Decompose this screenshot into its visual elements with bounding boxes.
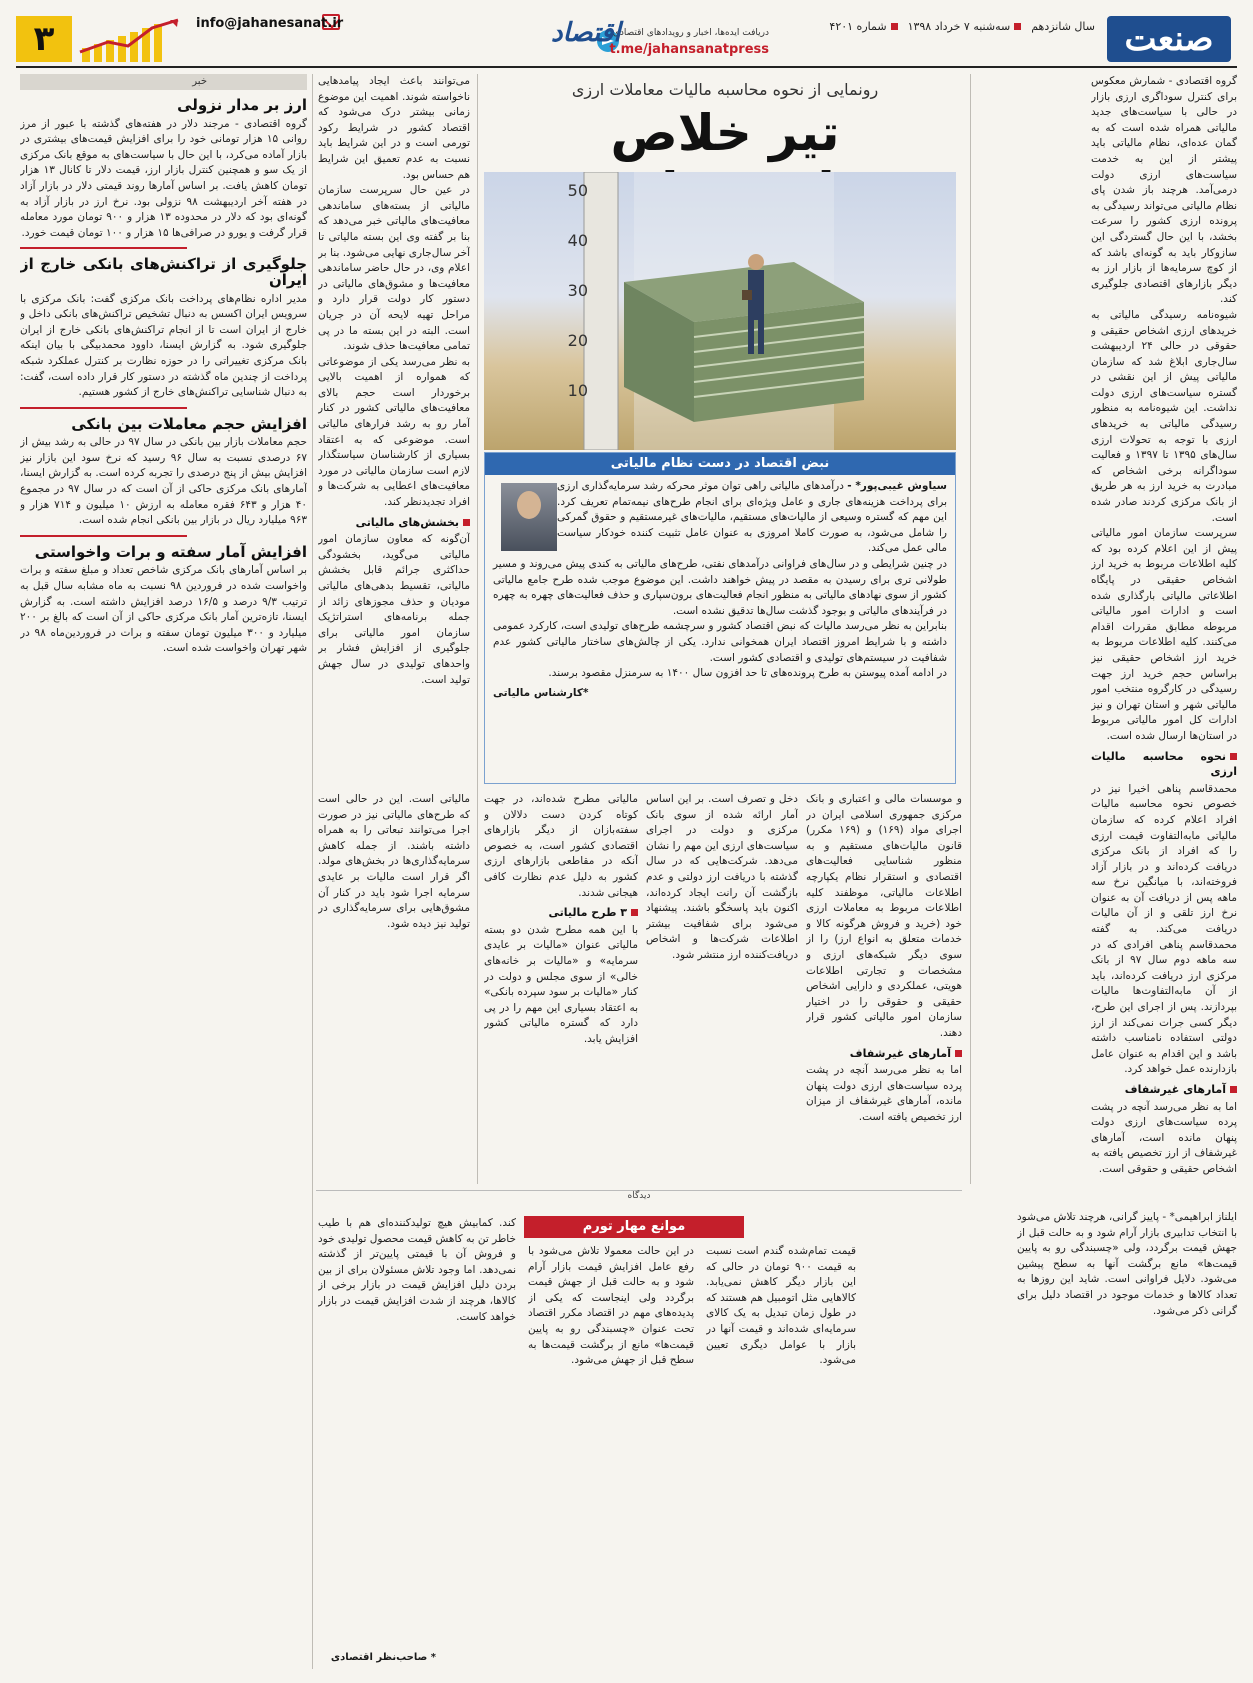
news-title[interactable]: افزایش آمار سفته و برات واخواستی bbox=[34, 542, 307, 561]
paragraph bbox=[493, 479, 947, 557]
bottom-column-c bbox=[528, 1244, 694, 1668]
subheading: ۳ طرح مالیاتی bbox=[484, 905, 638, 921]
lower-column-1 bbox=[806, 792, 962, 1184]
section-title: اقتصاد bbox=[551, 18, 621, 48]
paragraph: قیمت تمام‌شده گندم است نسبت به قیمت ۹۰۰ تومان در حالی که این بازار دیگر کاهش نمی‌یابد. کالاهایی مثل اتومبیل هم هستند که در طول زمان تبدیل به یک کالای سرمایه‌ای شده‌اند و قیمت آنها در بازار با عوامل دیگری تعیین می‌شود. bbox=[706, 1245, 856, 1367]
ruler-graphic bbox=[568, 172, 618, 450]
news-sidebar bbox=[20, 74, 307, 1669]
paragraph: اما به نظر می‌رسد آنچه در پشت پرده سیاست‌های ارزی دولت پنهان مانده است، آمارهای غیرشفاف از ارز تخصیص یافته به اشخاص حقیقی و حقوقی است. bbox=[1091, 1100, 1237, 1175]
paragraph: محمدقاسم پناهی اخیرا نیز در خصوص نحوه محاسبه مالیات افراد اعلام کرده که سازمان مالیاتی مابه‌التفاوت قیمت ارزی را که افراد از بانک مرکزی دریافت کرده‌اند و در بازار آزاد فروخته‌اند، با میانگین نرخ سه ماهه پس از دریافت آن به عنوان نرخ ارز تلقی و از آن مالیات دریافت می‌کند. به گفته محمدقاسم پناهی افرادی که در سه ماهه دوم سال ۹۷ از بانک مرکزی ارز دریافت کرده‌اند، باید از آن مابه‌التفاوت‌ها مالیات بپردازند. پس از اجرای این طرح، دیگر کسی جرات نمی‌کند از ارز دولتی استفاده نامناسب داشته باشد و این اقدام به عنوان عامل بازدارنده عمل خواهد کرد. bbox=[1091, 782, 1237, 1076]
section-tag: دیدگاه bbox=[316, 1190, 962, 1204]
paragraph: گروه اقتصادی - شمارش معکوس برای کنترل سوداگری ارزی بازار در حالی با سیاست‌های جدید مالیاتی همراه شده است که به گمان عده‌ای، نظام مالیاتی باید پیشتر از این به خدمت سیاست‌های ارزی دولت درمی‌آمد. هرچند باز شدن پای نظام مالیاتی می‌تواند رسیدگی به پرونده ارزی کشور را سرعت بخشد، با این حال گستردگی این سازوکار باید به گونه‌ای باشد که از کوچ سرمایه‌ها از بازار ارز به دیگر بازارهای اقتصادی جلوگیری کند. bbox=[1091, 75, 1237, 306]
separator-icon bbox=[1014, 23, 1021, 30]
opinion-signature: * صاحب‌نظر اقتصادی bbox=[330, 1652, 436, 1663]
paragraph-text: درآمدهای مالیاتی راهی توان موثر محرکه رشد سرمایه‌گذاری ارزی برای پرداخت هزینه‌های جاری و عامل ویژه‌ای برای انجام طرح‌های نیمه‌تمام تعریف کرد. این مهم که گستره وسیعی از مالیات‌های مستقیم، مالیات‌های غیرمستقیم و حقوق گمرکی را شامل می‌شود، به صورت کاملا امروزی به عنوان عامل تثبیت کننده خودکار سیاست مالی عمل می‌کند. bbox=[557, 480, 947, 555]
right-column bbox=[1091, 74, 1237, 1184]
inset-signature: *کارشناس مالیاتی bbox=[493, 686, 589, 699]
svg-text:10: 10 bbox=[567, 381, 588, 400]
author-photo bbox=[501, 483, 557, 551]
subheading: آمارهای غیرشفاف bbox=[806, 1046, 962, 1062]
issue-label: شماره ۴۲۰۱ bbox=[829, 20, 887, 33]
svg-text:40: 40 bbox=[567, 231, 588, 250]
opinion-title[interactable]: موانع مهار تورم bbox=[524, 1216, 744, 1238]
news-text: گروه اقتصادی - مرجند دلار در هفته‌های گذشته با عبور از مرز روانی ۱۵ هزار تومانی خود را برای افزایش قیمت‌های بیشتری در بازار آماده می‌کرد، با این حال با سیاست‌های به موقع بانک مرکزی از یک سو و همچنین کنترل بازار ارز، قیمت دلار تا کانال ۱۳ هزار تومان کاهش یافت. بر اساس آمارها روند قیمتی دلار در بازار آزاد در هفته آخر اردیبهشت ۹۸ نزولی بود. نرخ ارز در بازار آزاد به گونه‌ای بود که دلار در محدوده ۱۳ هزار و ۹۰۰ تومان مورد معامله قرار گرفت و یورو در صرافی‌ها ۱۵ هزار و ۱۰۰ تومان قیمت خورد. bbox=[20, 117, 307, 239]
year-label: سال شانزدهم bbox=[1031, 20, 1095, 33]
news-title[interactable]: ارز بر مدار نزولی bbox=[177, 96, 307, 114]
paragraph: با این همه مطرح شدن دو بسته مالیاتی عنوان «مالیات بر عایدی سرمایه» و «مالیات بر خانه‌های خالی» از سوی مجلس و دولت در کنار «مالیات بر سود سپرده بانکی» به اعتقاد بسیاری این مهم را در پی دارد که گستره مالیاتی کشور افزایش یابد. bbox=[484, 923, 638, 1045]
paragraph: شیوه‌نامه رسیدگی مالیاتی به خریدهای ارزی اشخاص حقیقی و حقوقی در حالی ۲۴ اردیبهشت سال‌جاری ابلاغ شد که سازمان مالیاتی پیش از این نقشی در گستره سیاست‌های ارزی دولت نداشت. این شیوه‌نامه به منظور رسیدگی مالیاتی به خریدهای ارزی با توجه به تحولات ارزی سال‌های ۱۳۹۵ تا ۱۳۹۷ و فعالیت سوداگرانه برخی اشخاص که مبادرت به خرید ارز به هر طریق از بانک مرکزی کردند صادر شده است. bbox=[1091, 308, 1237, 524]
bottom-column-a bbox=[1017, 1210, 1237, 1650]
divider bbox=[20, 407, 187, 409]
subheading: بخشش‌های مالیاتی bbox=[318, 515, 470, 531]
separator-icon bbox=[891, 23, 898, 30]
svg-text:50: 50 bbox=[567, 181, 588, 200]
author-name: سیاوش غیبی‌پور* - bbox=[847, 480, 948, 492]
issue-info bbox=[823, 20, 1095, 33]
banknote-stack-graphic bbox=[624, 262, 864, 422]
lower-column-3 bbox=[484, 792, 638, 1184]
svg-text:30: 30 bbox=[567, 281, 588, 300]
paragraph: مالیاتی است. این در حالی است که طرح‌های مالیاتی نیز در صورت اجرا می‌توانند تبعاتی را به همراه داشته باشند. از جمله کاهش سرمایه‌گذاری‌ها در بخش‌های مولد. اگر قرار است مالیات بر عایدی سرمایه اجرا شود باید در کنار آن مشوق‌هایی برای سرمایه‌گذاری در تولید نیز دیده شود. bbox=[318, 793, 470, 930]
paragraph: و موسسات مالی و اعتباری و بانک مرکزی جمهوری اسلامی ایران در اجرای مواد (۱۶۹) و (۱۶۹ مکرر) قانون مالیات‌های مستقیم و به منظور شناسایی فعالیت‌های اقتصادی و استقرار نظام یکپارچه اطلاعات مالیاتی، موظفند کلیه اطلاعات مربوط به معاملات ارزی خود (خرید و فروش هرگونه کالا و خدمات متعلق به انواع ارز) را از سوی دیگر شبکه‌های ارزی و مشخصات و تجارتی اطلاعات هویتی، عملکردی و دارایی اشخاص حقیقی و حقوقی را در اختیار سازمان امور مالیاتی کشور قرار دهند. bbox=[806, 793, 962, 1039]
lead-photo bbox=[484, 172, 956, 450]
paragraph: آن‌گونه که معاون سازمان امور مالیاتی می‌گوید، بخشودگی حداکثری جرائم قابل بخشش مالیاتی، تقسیط بدهی‌های مالیاتی مودیان و حذف مجوزهای زائد از جمله برنامه‌های استراتژیک سازمان امور مالیاتی برای جلوگیری از افزایش فشار بر واحدهای تولیدی در سال جهش تولید است. bbox=[318, 533, 470, 686]
news-title[interactable]: جلوگیری از تراکنش‌های بانکی خارج از ایران bbox=[20, 255, 307, 289]
subheading: نحوه محاسبه مالیات ارزی bbox=[1091, 749, 1237, 779]
paragraph: سرپرست سازمان امور مالیاتی پیش از این اعلام کرده بود که کلیه اطلاعات مربوط به خرید ارز اشخاص حقیقی در پایگاه اطلاعاتی مالیاتی بارگذاری شده است و ادارات امور مالیاتی مربوطه مطابق مقررات اقدام می‌کنند. کلیه اطلاعات مربوط به خرید ارز اشخاص حقیقی نیز براساس حجم خرید ارز جهت رسیدگی در کارگروه منتخب امور مالیاتی شهر و استان تهران و نیز ادارات کل امور مالیاتی مربوط در استان‌ها ارسال شده است. bbox=[1091, 527, 1237, 742]
page-header bbox=[16, 12, 1237, 68]
paragraph: در این حالت معمولا تلاش می‌شود با رفع عامل افزایش قیمت بازار آرام شود و به حالت قبل از جهش قیمت برگردد ولی اینجاست که یکی از پدیده‌های مهم در اقتصاد مکرر اقتصاد تحت عنوان «چسبندگی رو به پایین قیمت‌ها» مانع از برگشت قیمت‌ها به سطح قبل از جهش می‌شود. bbox=[528, 1245, 694, 1367]
lower-column-4 bbox=[318, 792, 470, 1184]
paragraph: در عین حال سرپرست سازمان مالیاتی از بسته‌های ساماندهی معافیت‌های مالیاتی خبر می‌دهد که بنا بر گفته وی این بسته مالیاتی تا آخر سال‌جاری نهایی می‌شود. بنا بر اعلام وی، در حال حاضر ساماندهی معافیت‌ها و مشوق‌های مالیاتی در دستور کار دولت قرار دارد و مراحل تهیه لایحه آن در جریان است. البته در این بسته ما در پی تمامی معافیت‌ها حذف شوند. bbox=[318, 184, 470, 353]
svg-text:20: 20 bbox=[567, 331, 588, 350]
growth-chart-icon bbox=[78, 18, 188, 62]
news-text: مدیر اداره نظام‌های پرداخت بانک مرکزی گفت: بانک مرکزی با سرویس ایران اکسس به دنبال تشخیص تراکنش‌های بانکی داخل و خارج از ایران است تا از انجام تراکنش‌های بانکی خارج از ایران جلوگیری شود. به گزارش ایسنا، داوود محمدبیگی با بیان اینکه بانک مرکزی تغییراتی را در حوزه نظارت بر کنترل عملکرد شبکه پرداخت از چندین ماه گذشته در دستور کار قرار داده است، گفت: به دنبال شناسایی تراکنش‌های خارج از کشور هستیم. bbox=[20, 292, 307, 399]
date-label: سه‌شنبه ۷ خرداد ۱۳۹۸ bbox=[907, 20, 1011, 33]
news-text: حجم معاملات بازار بین بانکی در سال ۹۷ در حالی به رشد بیش از ۶۷ درصدی نسبت به سال ۹۶ رسید که نرخ سود این بازار نیز افزایش بیش از پنج درصدی را تجربه کرده است. به گزارش ایسنا، آمارهای بانک مرکزی حاکی از آن است که در سال ۹۷ در مجموع ۴۰ هزار و ۶۴۳ فقره معامله به ارزش ۱۰ میلیون و ۷۱۴ هزار و ۹۶۳ میلیارد ریال در بازار بین بانکی انجام شده است. bbox=[20, 436, 307, 527]
news-text: بر اساس آمارهای بانک مرکزی شاخص تعداد و مبلغ سفته و برات واخواست شده در فروردین ۹۸ نسبت به ماه مشابه سال قبل به ترتیب ۹/۳ درصد و ۱۶/۵ درصد افزایش داشته است. به گزارش ایسنا، تازه‌ترین آمار بانک مرکزی حاکی از آن است که بالغ بر ۲۰۰ میلیارد و ۳۰۰ میلیون تومان سفته و برات در فروردین‌ماه ۹۸ در شهر تهران واخواست شده است. bbox=[20, 564, 307, 655]
paragraph: دخل و تصرف است. بر این اساس آمار ارائه شده از سوی بانک مرکزی و دولت در اجرای سیاست‌های ارزی این مهم را نشان می‌دهد. شرکت‌هایی که در سال گذشته با دریافت ارز دولتی و عدم بازگشت آن رانت ایجاد کرده‌اند، اکنون باید پاسخگو باشند. پیشنهاد می‌شود برای شفافیت بیشتر اطلاعات شرکت‌ها و اشخاص دریافت‌کننده ارز منتشر شود. bbox=[646, 793, 798, 961]
divider bbox=[20, 535, 187, 537]
email-link[interactable]: info@jahanesanat.ir bbox=[196, 16, 344, 31]
telegram-url[interactable]: t.me/jahansanatpress bbox=[609, 42, 769, 57]
paragraph: ایلناز ابراهیمی* - پاییز گرانی، هرچند تلاش می‌شود با انتخاب تدابیری بازار آرام شود و به حالت قبل از جهش قیمت برگردد، ولی «چسبندگی رو به پایین قیمت‌ها» مانع برگشت آنها به سطح پیشین می‌شود. دلایل فراوانی است. شاید این روزها به تعداد کالاها و خدمات موجود در اقتصاد دلیل برای گرانی ذکر می‌شود. bbox=[1017, 1211, 1237, 1317]
paragraph: به نظر می‌رسد یکی از موضوعاتی که همواره از اهمیت بالایی برخوردار است حجم بالای معافیت‌های مالیاتی کشور در کنار آمار رو به رشد فرارهای مالیاتی است. موضوعی که به اعتقاد بسیاری از کارشناسان سیاستگذار لازم است سازمان مالیاتی در مورد معافیت‌های اعطایی به شرکت‌ها و افراد تجدیدنظر کند. bbox=[318, 355, 470, 509]
column-divider bbox=[477, 74, 478, 1184]
bottom-column-d bbox=[318, 1216, 516, 1646]
paragraph: اما به نظر می‌رسد آنچه در پشت پرده سیاست‌های ارزی دولت پنهان مانده، آمارهای غیرشفاف از میزان ارز تخصیص یافته است. bbox=[806, 1064, 962, 1123]
article-headline[interactable]: تیر خلاص bbox=[610, 104, 840, 162]
paragraph: کند. کمابیش هیچ تولیدکننده‌ای هم با طیب خاطر تن به کاهش قیمت محصول تولیدی خود و فروش آن با قیمتی پایین‌تر از گذشته نمی‌دهد. اما وجود تلاش مسئولان برای از بین بردن دلیل افزایش قیمت در بازار برخی از کالاها، هرچند از شدت افزایش قیمت در بازار خواهد کاست. bbox=[318, 1217, 516, 1323]
divider bbox=[20, 247, 187, 249]
newspaper-logo[interactable]: صنعت bbox=[1107, 16, 1231, 62]
news-title[interactable]: افزایش حجم معاملات بین بانکی bbox=[71, 414, 307, 433]
lower-column-2 bbox=[646, 792, 798, 1184]
paragraph: بنابراین به نظر می‌رسد مالیات که نبض اقتصاد کشور و سرچشمه طرح‌های تولیدی است، کارکرد عمومی داشته و با شرایط امروز اقتصاد ایران همخوانی ندارد. یکی از چالش‌های ساختار مالیاتی کشور عدم شفافیت در سیستم‌های تولیدی و اقتصادی کشور است. bbox=[493, 620, 947, 664]
news-bar: خبر bbox=[20, 74, 307, 90]
middle-column bbox=[318, 74, 470, 784]
paragraph: می‌توانند باعث ایجاد پیامدهایی ناخواسته شوند. اهمیت این موضوع زمانی بیشتر درک می‌شود که اقتصاد کشور در شرایط رکود تورمی است و در این شرایط باید نسبت به عدم تعمیق این شرایط هم حساس بود. bbox=[318, 75, 470, 181]
inset-title: نبض اقتصاد در دست نظام مالیاتی bbox=[485, 453, 955, 475]
opinion-inset bbox=[484, 452, 956, 784]
article-kicker: رونمایی از نحوه محاسبه مالیات معاملات ارزی bbox=[571, 80, 879, 99]
paragraph: در چنین شرایطی و در سال‌های فراوانی درآمدهای نفتی، طرح‌های مالیاتی به کندی پیش می‌روند و مسیر طولانی تری برای رسیدن به مقصد در پیش خواهند داشت. این موضوع موجب شده طرح جامع مالیاتی کشور از سوی نهادهای مالیاتی به منظور انجام فعالیت‌های برون‌سپاری و حذف فعالیت‌های چهره به چهره در فرآیندهای مالیاتی و بوجود گذشت سال‌ها تدقیق نشده است. bbox=[493, 557, 947, 617]
illustration-graphic bbox=[484, 172, 956, 450]
subheading: آمارهای غیرشفاف bbox=[1091, 1082, 1237, 1098]
column-divider bbox=[970, 74, 971, 1184]
column-divider bbox=[312, 74, 313, 1669]
telegram-promo[interactable] bbox=[597, 26, 797, 60]
paragraph: مالیاتی مطرح شده‌اند، در جهت کوتاه کردن دست دلالان و سفته‌بازان از دیگر بازارهای اقتصادی کشور است، به خصوص آنکه در مقاطعی بازارهای ارزی کشور به دلیل عدم نظارت کافی هیجانی شدند. bbox=[484, 793, 638, 899]
bottom-column-b bbox=[706, 1244, 856, 1668]
page-number: ۳ bbox=[16, 16, 72, 62]
paragraph: در ادامه آمده پیوستن به طرح پرونده‌های تا حد افزون سال ۱۴۰۰ به سرمنزل مقصود برسند. bbox=[548, 667, 947, 680]
telegram-text: دریافت ایده‌ها، اخبار و رویدادهای اقتصادی bbox=[612, 28, 769, 38]
